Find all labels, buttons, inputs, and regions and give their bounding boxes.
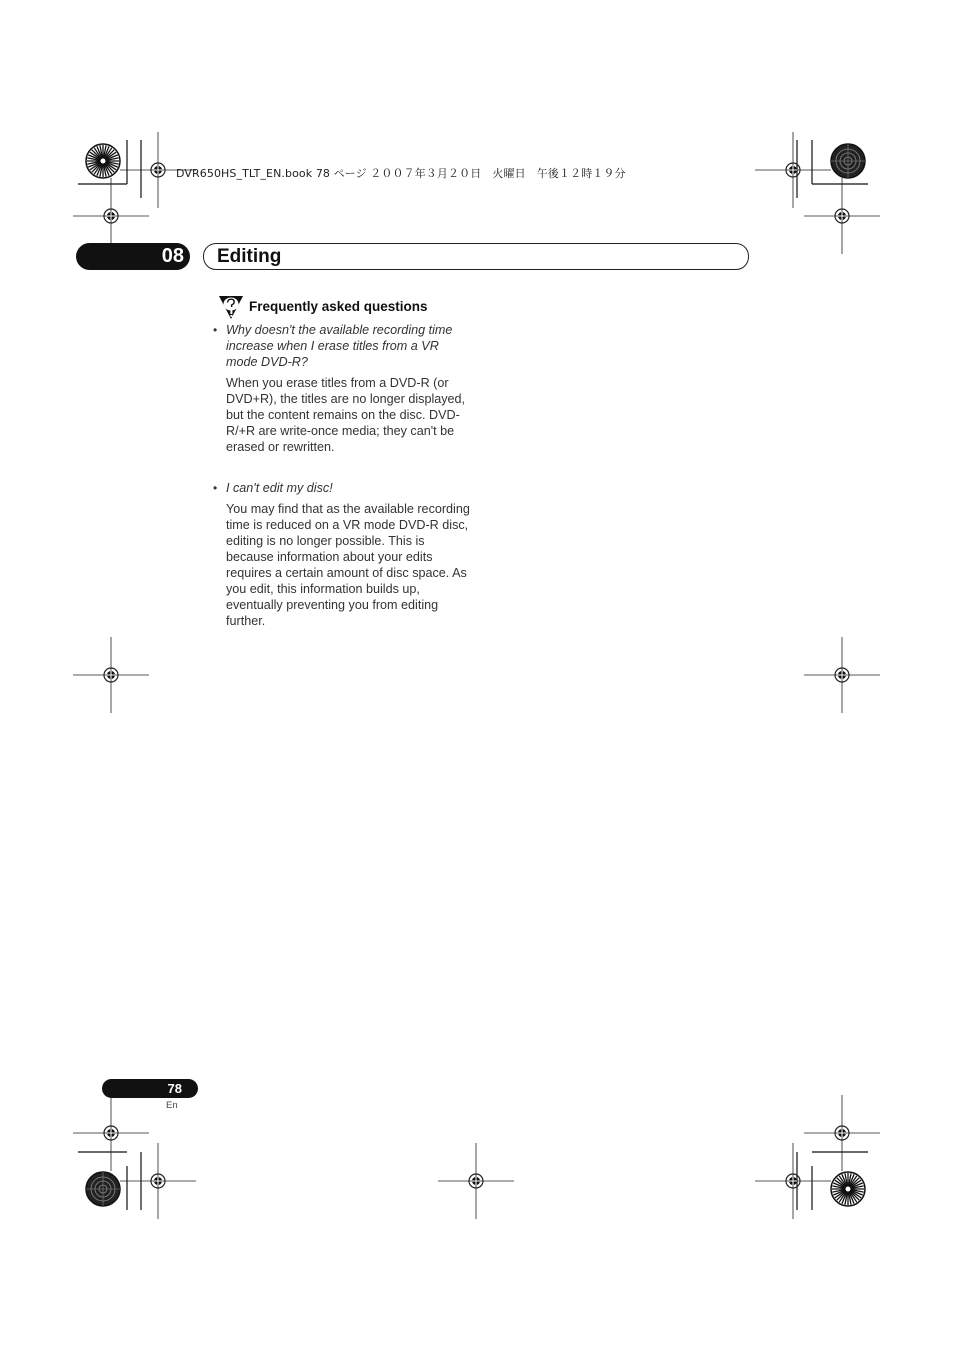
page-language: En [166, 1100, 178, 1111]
faq-answer: When you erase titles from a DVD-R (or DVD+R), the titles are no longer displayed, but the content remains on the disc. DVD-R/+R are write-once media; they can't be erased or rewritten. [226, 376, 466, 454]
chapter-title-bar [203, 243, 749, 270]
faq-heading: Frequently asked questions [249, 299, 428, 314]
faq-question: I can't edit my disc! [226, 481, 333, 495]
chapter-number-badge [76, 243, 190, 270]
page-number-badge [102, 1079, 198, 1098]
chapter-title: Editing [217, 246, 282, 267]
faq-answer: You may find that as the available recording time is reduced on a VR mode DVD-R disc, editing is no longer possible. This is because information about your edits requires a certain amount of disc space. As you edit, this information builds up, eventually preventing you from editing further. [226, 502, 470, 628]
page-number: 78 [167, 1081, 182, 1096]
chapter-number: 08 [161, 245, 184, 267]
faq-question: Why doesn't the available recording time increase when I erase titles from a VR mode DVD-R? [226, 323, 453, 369]
bullet: • [213, 481, 218, 495]
question-exclamation-icon [218, 294, 244, 320]
print-info-line: DVR650HS_TLT_EN.book 78 ページ ２００７年３月２０日 火曜日 午後１２時１９分 [176, 167, 626, 180]
bullet: • [213, 323, 218, 337]
